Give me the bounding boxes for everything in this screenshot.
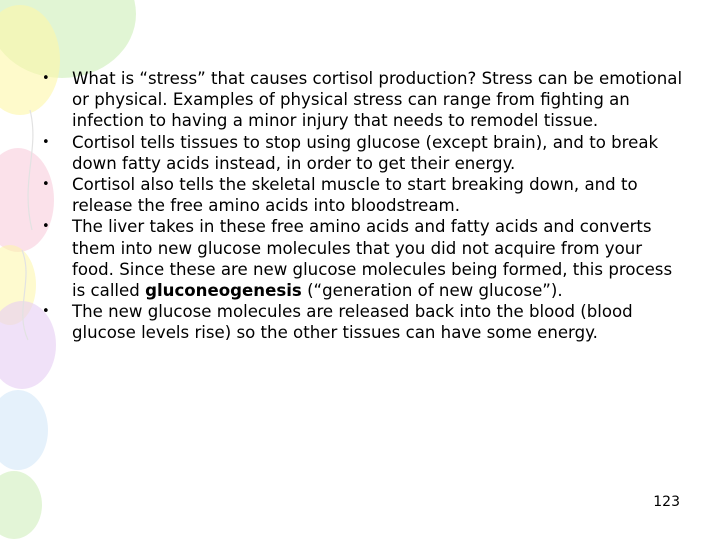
bullet-text: (“generation of new glucose”). xyxy=(301,281,563,301)
bullet-item xyxy=(42,174,688,216)
bullet-text: The liver takes in these free amino acids and fatty acids and converts them into new glucose molecules that you did not acquire from your food. Since these are new glucose molecules being formed, this process is called xyxy=(72,217,673,301)
page-number: 123 xyxy=(653,494,680,510)
bullet-item xyxy=(42,216,688,301)
bullet-item xyxy=(42,132,688,174)
bullet-text: Cortisol also tells the skeletal muscle to start breaking down, and to release the free amino acids into bloodstream. xyxy=(72,175,638,216)
balloon-green-bottom xyxy=(0,471,42,539)
bullet-item xyxy=(42,301,688,343)
bullet-text: Cortisol tells tissues to stop using glucose (except brain), and to break down fatty acids instead, in order to get their energy. xyxy=(72,132,659,173)
bullet-text: What is “stress” that causes cortisol production? Stress can be emotional or physical. Examples of physical stress can range from fighting an infection to having a minor injury that needs to remodel tissue. xyxy=(72,69,683,131)
bold-term: gluconeogenesis xyxy=(145,281,302,301)
bullet-list xyxy=(42,68,688,344)
balloon-blue-bottom xyxy=(0,390,48,470)
bullet-item xyxy=(42,68,688,132)
bullet-text: The new glucose molecules are released back into the blood (blood glucose levels rise) so the other tissues can have some energy. xyxy=(72,302,633,343)
